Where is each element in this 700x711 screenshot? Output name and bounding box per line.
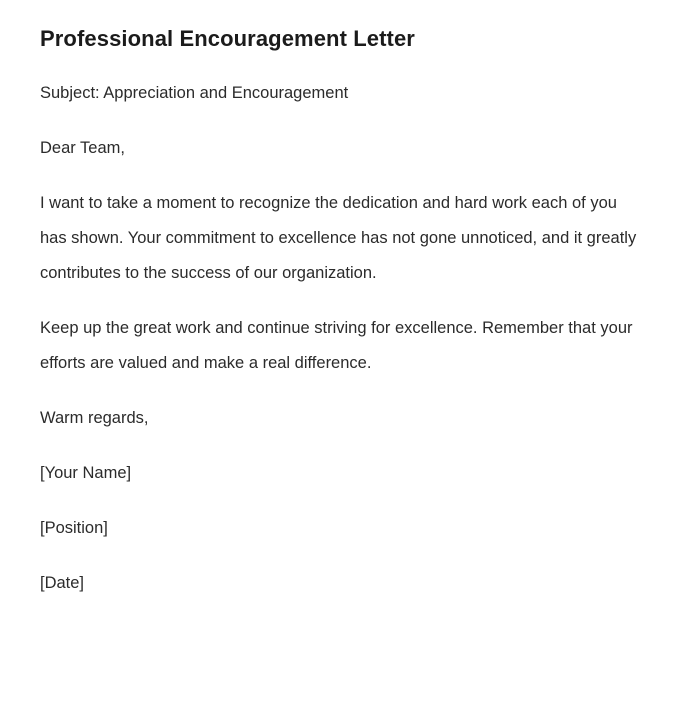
letter-body-paragraph-2: Keep up the great work and continue striving for excellence. Remember that your efforts are valued and make a real difference.: [40, 319, 633, 372]
letter-signature-position: [Position]: [40, 519, 108, 537]
letter-body-paragraph-1: I want to take a moment to recognize the dedication and hard work each of you has shown. Your commitment to excellence has not gone unnoticed, and it greatly contributes to the success of our organization.: [40, 194, 637, 282]
page-title: Professional Encouragement Letter: [40, 26, 415, 51]
letter-signature-name: [Your Name]: [40, 464, 132, 482]
letter-closing: Warm regards,: [40, 409, 149, 427]
letter-signature-date: [Date]: [40, 574, 85, 592]
letter-subject-line: Subject: Appreciation and Encouragement: [40, 84, 349, 102]
letter-salutation: Dear Team,: [40, 139, 125, 157]
